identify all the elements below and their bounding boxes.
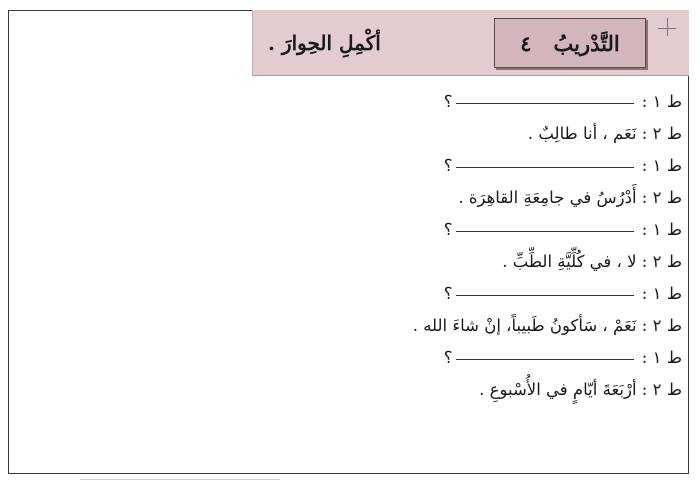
question-mark: ؟ <box>443 284 453 303</box>
question-mark: ؟ <box>443 220 453 239</box>
answer-blank[interactable] <box>456 294 634 296</box>
answer-text: لا ، في كُلِّيَّةِ الطِّبِّ . <box>502 252 637 271</box>
speaker-label: ط ١ <box>652 156 682 175</box>
speaker-label: ط ٢ <box>652 316 682 335</box>
dialogue-question-line <box>82 342 682 374</box>
dialogue-answer-line <box>82 374 682 406</box>
corner-tick <box>667 18 668 36</box>
separator: : <box>636 124 653 143</box>
separator: : <box>636 380 653 399</box>
separator: : <box>636 156 653 175</box>
question-mark: ؟ <box>443 92 453 111</box>
dialogue-question-line <box>82 86 682 118</box>
answer-text: أرْبَعَةَ أيّامٍ في الأُسْبوعِ . <box>479 380 637 399</box>
speaker-label: ط ٢ <box>652 380 682 399</box>
separator: : <box>636 316 653 335</box>
speaker-label: ط ١ <box>652 220 682 239</box>
separator: : <box>636 188 653 207</box>
dialogue-list <box>82 86 682 406</box>
separator: : <box>636 92 653 111</box>
dialogue-answer-line <box>82 118 682 150</box>
question-mark: ؟ <box>443 156 453 175</box>
dialogue-answer-line <box>82 246 682 278</box>
exercise-title-box <box>494 18 646 68</box>
divider <box>80 479 280 480</box>
separator: : <box>636 252 653 271</box>
corner-tick <box>658 28 676 29</box>
speaker-label: ط ٢ <box>652 188 682 207</box>
dialogue-question-line <box>82 214 682 246</box>
dialogue-answer-line <box>82 310 682 342</box>
speaker-label: ط ١ <box>652 92 682 111</box>
separator: : <box>636 220 653 239</box>
speaker-label: ط ١ <box>652 284 682 303</box>
question-mark: ؟ <box>443 348 453 367</box>
answer-blank[interactable] <box>456 166 634 168</box>
exercise-instruction: أكْمِلِ الحِوارَ . <box>268 31 381 55</box>
dialogue-question-line <box>82 278 682 310</box>
dialogue-answer-line <box>82 182 682 214</box>
answer-blank[interactable] <box>456 102 634 104</box>
answer-text: نَعَمْ ، سَأكونُ طَبيباً، إنْ شاءَ الله . <box>412 316 637 335</box>
answer-blank[interactable] <box>456 358 634 360</box>
separator: : <box>636 284 653 303</box>
separator: : <box>636 348 653 367</box>
answer-text: أَدْرُسُ في جامِعَةِ القاهِرَة . <box>458 188 637 207</box>
answer-text: نَعَم ، أنا طالِبٌ . <box>527 124 637 143</box>
speaker-label: ط ٢ <box>652 124 682 143</box>
dialogue-question-line <box>82 150 682 182</box>
answer-blank[interactable] <box>456 230 634 232</box>
exercise-label: التَّدْريبُ <box>553 30 620 56</box>
exercise-number: ٤ <box>520 30 532 56</box>
speaker-label: ط ٢ <box>652 252 682 271</box>
speaker-label: ط ١ <box>652 348 682 367</box>
